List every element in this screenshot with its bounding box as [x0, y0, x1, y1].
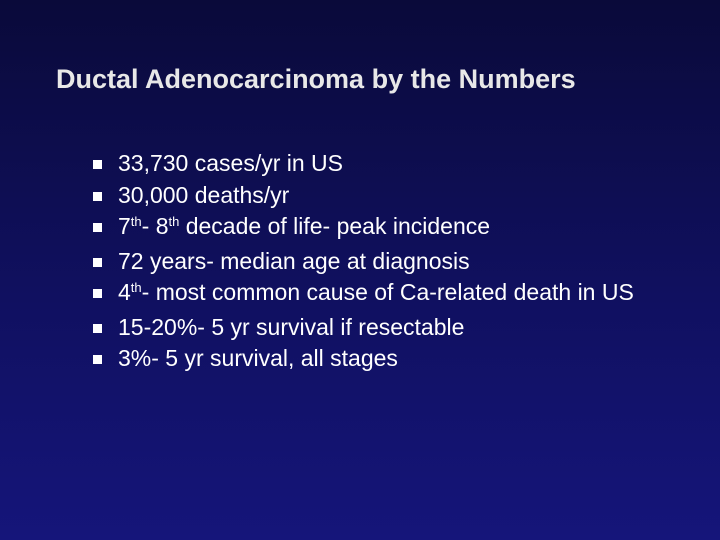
square-bullet-icon [93, 160, 102, 169]
square-bullet-icon [93, 258, 102, 267]
bullet-text-segment: 15-20%- 5 yr survival if resectable [118, 313, 465, 340]
bullet-text-segment: - 8 [141, 213, 169, 239]
square-bullet-icon [93, 324, 102, 333]
bullet-text-segment: 30,000 deaths/yr [118, 181, 290, 208]
bullet-text-segment: 7 [118, 213, 131, 239]
bullet-text [118, 248, 470, 274]
ordinal-suffix: th [130, 280, 142, 295]
bullet-item [90, 182, 690, 209]
bullet-text-segment: - most common cause of Ca-related death in US [141, 279, 634, 305]
bullet-text-segment: 4 [118, 279, 131, 305]
bullet-text [118, 213, 490, 239]
bullet-item [90, 213, 690, 243]
square-bullet-icon [93, 289, 102, 298]
bullet-text [118, 314, 464, 340]
bullet-text-segment: decade of life- peak incidence [179, 213, 491, 239]
slide-title: Ductal Adenocarcinoma by the Numbers [56, 64, 576, 94]
bullet-text-segment: 72 years- median age at diagnosis [118, 247, 470, 274]
bullet-item [90, 150, 690, 177]
bullet-text-segment: 3%- 5 yr survival, all stages [118, 345, 398, 371]
bullet-list [90, 150, 690, 377]
bullet-text [118, 150, 343, 176]
bullet-text [118, 182, 289, 208]
square-bullet-icon [93, 192, 102, 201]
ordinal-suffix: th [168, 214, 180, 229]
bullet-item [90, 248, 690, 275]
bullet-text-segment: 33,730 cases/yr in US [118, 150, 344, 176]
square-bullet-icon [93, 355, 102, 364]
bullet-item [90, 345, 690, 372]
bullet-text [118, 279, 634, 305]
ordinal-suffix: th [130, 214, 142, 229]
bullet-text [118, 345, 398, 371]
square-bullet-icon [93, 223, 102, 232]
bullet-item [90, 279, 690, 309]
bullet-item [90, 314, 690, 341]
